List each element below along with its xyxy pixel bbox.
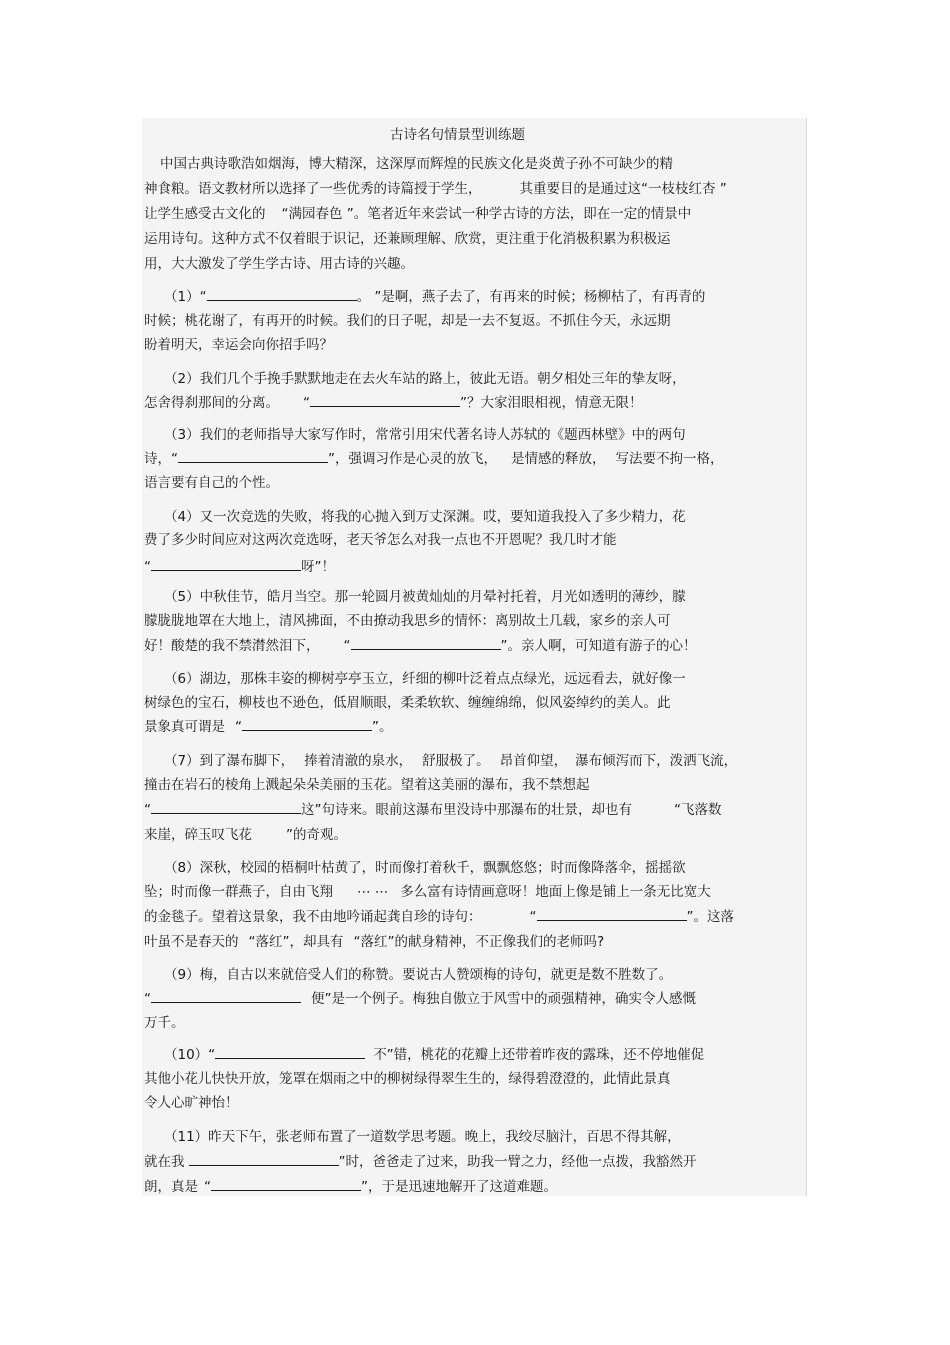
answer-blank[interactable] bbox=[207, 288, 357, 301]
answer-blank[interactable] bbox=[211, 1178, 361, 1191]
question-9-line-1: （9）梅，自古以来就倍受人们的称赞。要说古人赞颂梅的诗句，就更是数不胜数了。 bbox=[164, 967, 673, 983]
intro-line-1: 中国古典诗歌浩如烟海，博大精深，这深厚而辉煌的民族文化是炎黄子孙不可缺少的精 bbox=[160, 156, 673, 172]
question-7-line-3: “ 这”句诗来。眼前这瀑布里没诗中那瀑布的壮景，却也有 “飞落数 bbox=[144, 802, 722, 818]
answer-blank[interactable] bbox=[310, 394, 460, 407]
intro-line-2: 神食粮。语文教材所以选择了一些优秀的诗篇授于学生， 其重要目的是通过这“一枝枝红杏 ” bbox=[144, 181, 727, 197]
question-11-line-3: 朗，真是 “ ”，于是迅速地解开了这道难题。 bbox=[144, 1179, 557, 1195]
answer-blank[interactable] bbox=[242, 718, 372, 731]
answer-blank[interactable] bbox=[215, 1046, 365, 1059]
question-11-line-2: 就在我 ”时，爸爸走了过来，助我一臂之力，经他一点拨，我豁然开 bbox=[144, 1154, 697, 1170]
question-5-line-3: 好！酸楚的我不禁潸然泪下， “ ”。亲人啊，可知道有游子的心！ bbox=[144, 638, 697, 654]
answer-blank[interactable] bbox=[151, 558, 301, 571]
question-9-line-3: 万千。 bbox=[144, 1015, 185, 1031]
question-8-line-1: （8）深秋，校园的梧桐叶枯黄了，时而像打着秋千，飘飘悠悠；时而像降落伞，摇摇欲 bbox=[164, 860, 686, 876]
question-10-line-3: 令人心旷神怡！ bbox=[144, 1095, 239, 1111]
question-7-line-2: 撞击在岩石的棱角上溅起朵朵美丽的玉花。望着这美丽的瀑布，我不禁想起 bbox=[144, 777, 590, 793]
intro-line-3: 让学生感受古文化的 “满园春色 ”。笔者近年来尝试一种学古诗的方法，即在一定的情景中 bbox=[144, 206, 692, 222]
answer-blank[interactable] bbox=[178, 450, 328, 463]
question-7-line-4: 来崖，碎玉叹飞花 ”的奇观。 bbox=[144, 827, 347, 843]
question-3-line-1: （3）我们的老师指导大家写作时，常常引用宋代著名诗人苏轼的《题西林壁》中的两句 bbox=[164, 427, 686, 443]
question-6-line-1: （6）湖边，那株丰姿的柳树亭亭玉立，纤细的柳叶泛着点点绿光，远远看去，就好像一 bbox=[164, 671, 686, 687]
answer-blank[interactable] bbox=[189, 1153, 339, 1166]
question-10-line-1: （10）“ 不”错，桃花的花瓣上还带着昨夜的露珠，还不停地催促 bbox=[164, 1047, 705, 1063]
question-8-line-2: 坠；时而像一群燕子，自由飞翔 ⋯ ⋯ 多么富有诗情画意呀！地面上像是铺上一条无比宽大 bbox=[144, 884, 711, 900]
question-10-line-2: 其他小花儿快快开放，笼罩在烟雨之中的柳树绿得翠生生的，绿得碧澄澄的，此情此景真 bbox=[144, 1071, 671, 1087]
document-title: 古诗名句情景型训练题 bbox=[390, 127, 525, 143]
question-7-line-1: （7）到了瀑布脚下， 捧着清澈的泉水， 舒服极了。 昂首仰望， 瀑布倾泻而下，泼洒飞流， bbox=[164, 753, 738, 769]
intro-line-5: 用，大大激发了学生学古诗、用古诗的兴趣。 bbox=[144, 256, 414, 272]
question-8-line-4: 叶虽不是春天的 “落红”，却具有 “落红”的献身精神，不正像我们的老师吗? bbox=[144, 934, 605, 950]
question-9-line-2: “ 便”是一个例子。梅独自傲立于风雪中的顽强精神，确实令人感慨 bbox=[144, 991, 696, 1007]
question-8-line-3: 的金毯子。望着这景象，我不由地吟诵起龚自珍的诗句： “ ”。这落 bbox=[144, 909, 734, 925]
question-4-line-3: “ 呀”！ bbox=[144, 559, 335, 575]
question-4-line-1: （4）又一次竞选的失败，将我的心抛入到万丈深渊。哎，要知道我投入了多少精力，花 bbox=[164, 509, 686, 525]
question-3-line-2: 诗，“ ”，强调习作是心灵的放飞， 是情感的释放， 写法要不拘一格， bbox=[144, 451, 724, 467]
question-1-line-3: 盼着明天，幸运会向你招手吗？ bbox=[144, 337, 333, 353]
question-1-line-2: 时候；桃花谢了，有再开的时候。我们的日子呢，却是一去不复返。不抓住今天，永远期 bbox=[144, 313, 671, 329]
question-2-line-2: 怎舍得刹那间的分离。 “ ”？大家泪眼相视，情意无限！ bbox=[144, 395, 643, 411]
answer-blank[interactable] bbox=[151, 801, 301, 814]
intro-line-4: 运用诗句。这种方式不仅着眼于识记，还兼顾理解、欣赏，更注重于化消极积累为积极运 bbox=[144, 231, 671, 247]
question-6-line-3: 景象真可谓是 “ ”。 bbox=[144, 719, 393, 735]
question-6-line-2: 树绿色的宝石，柳枝也不逊色，低眉顺眼，柔柔软软、缠缠绵绵，似风姿绰约的美人。此 bbox=[144, 695, 671, 711]
question-5-line-2: 朦胧胧地罩在大地上，清风拂面，不由撩动我思乡的情怀：离别故土几载，家乡的亲人可 bbox=[144, 613, 671, 629]
question-3-line-3: 语言要有自己的个性。 bbox=[144, 475, 279, 491]
question-11-line-1: （11）昨天下午，张老师布置了一道数学思考题。晚上，我绞尽脑汁，百思不得其解， bbox=[164, 1129, 681, 1145]
document-page bbox=[142, 118, 807, 1196]
answer-blank[interactable] bbox=[537, 908, 687, 921]
question-2-line-1: （2）我们几个手挽手默默地走在去火车站的路上，彼此无语。朝夕相处三年的挚友呀， bbox=[164, 371, 686, 387]
question-5-line-1: （5）中秋佳节，皓月当空。那一轮圆月被黄灿灿的月晕衬托着，月光如透明的薄纱，朦 bbox=[164, 589, 686, 605]
answer-blank[interactable] bbox=[151, 990, 301, 1003]
answer-blank[interactable] bbox=[351, 637, 501, 650]
question-1-line-1: （1）“ 。 ”是啊，燕子去了，有再来的时候；杨柳枯了，有再青的 bbox=[164, 289, 706, 305]
question-4-line-2: 费了多少时间应对这两次竞选呀，老天爷怎么对我一点也不开恩呢？我几时才能 bbox=[144, 532, 617, 548]
